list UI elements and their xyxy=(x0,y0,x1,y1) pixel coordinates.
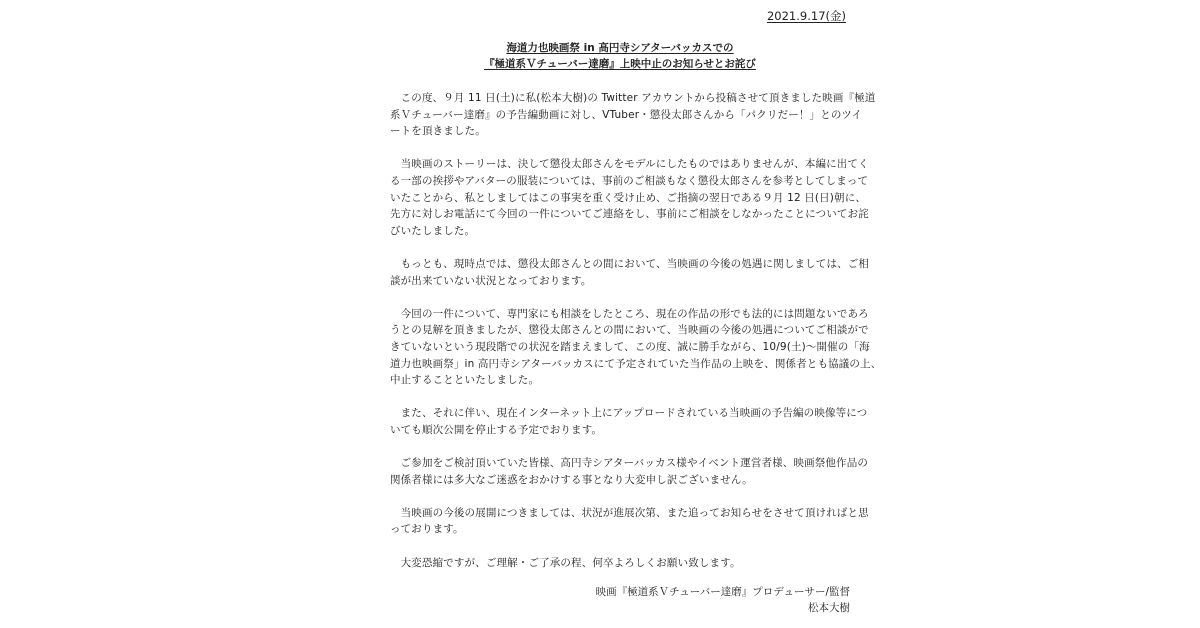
paragraph-line: びいたしました。 xyxy=(390,224,476,237)
document-date: 2021.9.17(金) xyxy=(766,9,846,23)
paragraph xyxy=(390,505,869,538)
paragraph-line: ご参加をご検討頂いていた皆様、高円寺シアターバッカス様やイベント運営者様、映画祭他作品の xyxy=(390,457,868,470)
signature-role: 映画『極道系Ｖチューバー達磨』プロデューサー/監督 xyxy=(595,586,850,598)
paragraph xyxy=(390,90,876,140)
signature xyxy=(596,584,850,616)
paragraph-line: る一部の挨拶やアバターの服装については、事前のご相談もなく懲役太郎さんを参考としてしまって xyxy=(390,174,869,187)
paragraph-line: いたことから、私としましてはこの事実を重く受け止め、ご指摘の翌日である９月 12 日(日)朝に、 xyxy=(390,191,867,204)
paragraph-line: 系Ｖチューバー達磨』の予告編動画に対し、VTuber・懲役太郎さんから「パクリだー！」とのツイ xyxy=(390,108,863,121)
paragraph-line: 当映画のストーリーは、決して懲役太郎さんをモデルにしたものではありませんが、本編に出てく xyxy=(390,158,869,171)
paragraph-line: 先方に対しお電話にて今回の一件についてご連絡をし、事前にご相談をしなかったことについてお詫 xyxy=(390,208,869,221)
paragraph-line: 談が出来ていない状況となっております。 xyxy=(390,274,592,287)
paragraph-line: 大変恐縮ですが、ご理解・ご了承の程、何卒よろしくお願い致します。 xyxy=(390,556,741,569)
signature-name: 松本大樹 xyxy=(808,602,850,614)
paragraph-line: ートを頂きました。 xyxy=(390,125,486,138)
paragraph-line: また、それに伴い、現在インターネット上にアップロードされている当映画の予告編の映像等につ xyxy=(390,407,868,420)
paragraph-line: っております。 xyxy=(390,523,464,536)
paragraph xyxy=(390,555,850,572)
paragraph xyxy=(390,455,868,488)
paragraph-line: いても順次公開を停止する予定でおります。 xyxy=(390,423,603,436)
paragraph xyxy=(390,256,870,289)
paragraph-line: 関係者様には多大なご迷惑をおかけする事となり大変申し訳ございません。 xyxy=(390,473,753,486)
paragraph-line: 当映画の今後の展開につきましては、状況が進展次第、また追ってお知らせをさせて頂ければと思 xyxy=(390,506,869,519)
paragraph-line: 道力也映画祭」in 高円寺シアターバッカスにて予定されていた当作品の上映を、関係者とも協議の上、 xyxy=(390,357,882,370)
paragraph-line: 中止することといたしました。 xyxy=(390,374,540,387)
paragraph-line: この度、９月 11 日(土)に私(松本大樹)の Twitter アカウントから投稿させて頂きました映画『極道 xyxy=(390,92,876,104)
paragraph-line: きていないという現段階での状況を踏まえまして、この度、誠に勝手ながら、10/9(土)〜開催の「海 xyxy=(390,340,870,353)
paragraph-line: 今回の一件について、専門家にも相談をしたところ、現在の作品の形でも法的には問題ないであろ xyxy=(390,307,869,320)
document-body xyxy=(390,90,882,588)
title-line-1: 海道力也映画祭 in 高円寺シアターバッカスでの xyxy=(506,42,734,54)
paragraph-line: うとの見解を頂きましたが、懲役太郎さんとの間において、当映画の今後の処遇についてご相談がで xyxy=(390,324,869,337)
paragraph xyxy=(390,405,868,438)
paragraph xyxy=(390,306,882,389)
document-title xyxy=(390,40,850,72)
paragraph xyxy=(390,156,869,239)
paragraph-line: もっとも、現時点では、懲役太郎さんとの間において、当映画の今後の処遇に関しましては、ご相 xyxy=(390,257,870,270)
document-page xyxy=(390,0,882,628)
title-line-2: 『極道系Ｖチューバー達磨』上映中止のお知らせとお詫び xyxy=(484,58,756,70)
